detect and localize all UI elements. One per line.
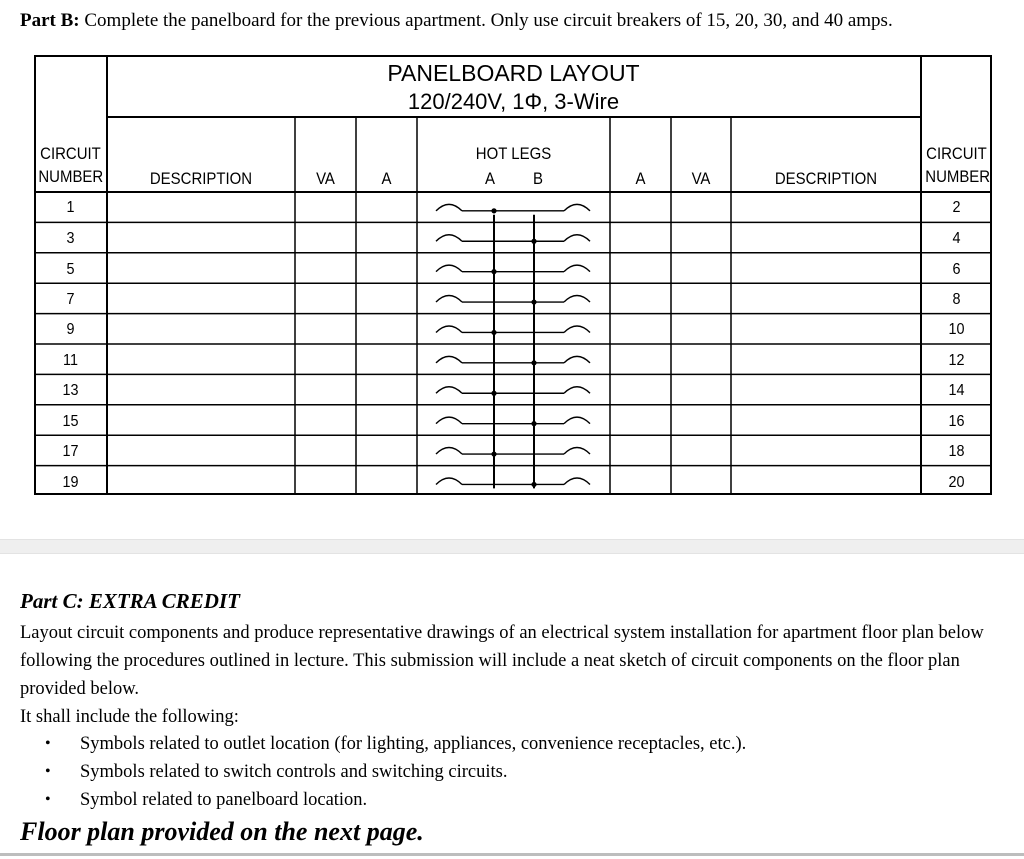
breaker-arc-left — [436, 296, 462, 303]
left-circuit-number: 13 — [62, 382, 79, 399]
panelboard-layout-table — [34, 55, 992, 495]
part-b-label: Part B: — [20, 10, 80, 31]
right-circuit-number: 8 — [952, 291, 961, 308]
part-c-body — [20, 619, 1015, 731]
right-a-header: A — [635, 169, 646, 188]
breaker-arc-left — [436, 204, 462, 211]
table-border — [35, 56, 991, 494]
hot-leg-b-header: B — [533, 169, 543, 188]
breaker-arc-right — [564, 417, 590, 424]
bullet-icon: • — [45, 763, 51, 780]
breaker-arc-left — [436, 235, 462, 242]
list-item-text: Symbols related to outlet location (for lighting, appliances, convenience receptacles, etc.). — [80, 734, 747, 754]
left-circuit-number: 17 — [62, 443, 79, 460]
left-circuit-number: 11 — [63, 352, 78, 369]
right-va-header: VA — [691, 169, 711, 188]
breaker-arc-right — [564, 356, 590, 363]
right-circuit-number: 10 — [948, 321, 965, 338]
requirements-list — [45, 730, 746, 814]
list-item — [45, 786, 746, 814]
right-circuit-number: 20 — [948, 474, 965, 491]
bullet-icon: • — [45, 791, 51, 808]
floor-plan-note: Floor plan provided on the next page. — [20, 817, 424, 846]
left-circuit-number: 1 — [66, 199, 75, 216]
breaker-arc-left — [436, 326, 462, 333]
right-circuit-number: 6 — [952, 261, 961, 278]
left-circuit-number: 15 — [62, 413, 79, 430]
breaker-arc-right — [564, 265, 590, 272]
breaker-arc-left — [436, 387, 462, 394]
panel-subtitle: 120/240V, 1Φ, 3-Wire — [407, 89, 620, 114]
panelboard-grid — [34, 55, 992, 495]
hot-leg-a-header: A — [485, 169, 495, 188]
left-circuit-header: CIRCUIT — [40, 144, 101, 163]
breaker-arc-right — [564, 387, 590, 394]
left-circuit-number: 7 — [66, 291, 75, 308]
left-a-header: A — [381, 169, 392, 188]
part-b-instructions — [20, 10, 893, 32]
left-circuit-number: 3 — [66, 230, 75, 247]
right-circuit-number: 14 — [948, 382, 965, 399]
breaker-arc-right — [564, 296, 590, 303]
left-circuit-number: 19 — [62, 474, 79, 491]
left-number-header: NUMBER — [38, 167, 104, 186]
right-circuit-header: CIRCUIT — [926, 144, 987, 163]
left-circuit-number: 9 — [66, 321, 75, 338]
list-item-text: Symbol related to panelboard location. — [80, 790, 368, 810]
left-circuit-number: 5 — [66, 261, 75, 278]
right-description-header: DESCRIPTION — [774, 169, 878, 188]
bottom-rule — [0, 853, 1024, 856]
left-va-header: VA — [316, 169, 335, 188]
section-divider — [0, 539, 1024, 554]
right-circuit-number: 2 — [952, 199, 961, 216]
breaker-arc-left — [436, 448, 462, 455]
breaker-arc-left — [436, 356, 462, 363]
breaker-arc-left — [436, 417, 462, 424]
breaker-arc-right — [564, 478, 590, 485]
part-b-text: Complete the panelboard for the previous apartment. Only use circuit breakers of 15, 20, 30, and 40 amps. — [79, 10, 893, 31]
hot-legs-header: HOT LEGS — [475, 144, 552, 163]
right-number-header: NUMBER — [925, 167, 991, 186]
breaker-arc-right — [564, 448, 590, 455]
list-item — [45, 758, 746, 786]
breaker-arc-left — [436, 265, 462, 272]
breaker-arc-right — [564, 235, 590, 242]
left-description-header: DESCRIPTION — [149, 169, 253, 188]
part-c-paragraph: Layout circuit components and produce representative drawings of an electrical system installation for apartment floor plan below following the procedures outlined in lecture. This submission will include a neat sketch of circuit components on the floor plan provided below. — [20, 623, 984, 699]
part-c-title: Part C: EXTRA CREDIT — [20, 589, 240, 613]
bullet-icon: • — [45, 735, 51, 752]
part-c-intro: It shall include the following: — [20, 707, 239, 727]
right-circuit-number: 16 — [948, 413, 965, 430]
list-item — [45, 730, 746, 758]
breaker-arc-right — [564, 204, 590, 211]
breaker-arc-left — [436, 478, 462, 485]
right-circuit-number: 4 — [952, 230, 961, 247]
list-item-text: Symbols related to switch controls and switching circuits. — [80, 762, 508, 782]
right-circuit-number: 18 — [948, 443, 965, 460]
panel-title: PANELBOARD LAYOUT — [387, 60, 640, 86]
right-circuit-number: 12 — [948, 352, 965, 369]
breaker-arc-right — [564, 326, 590, 333]
